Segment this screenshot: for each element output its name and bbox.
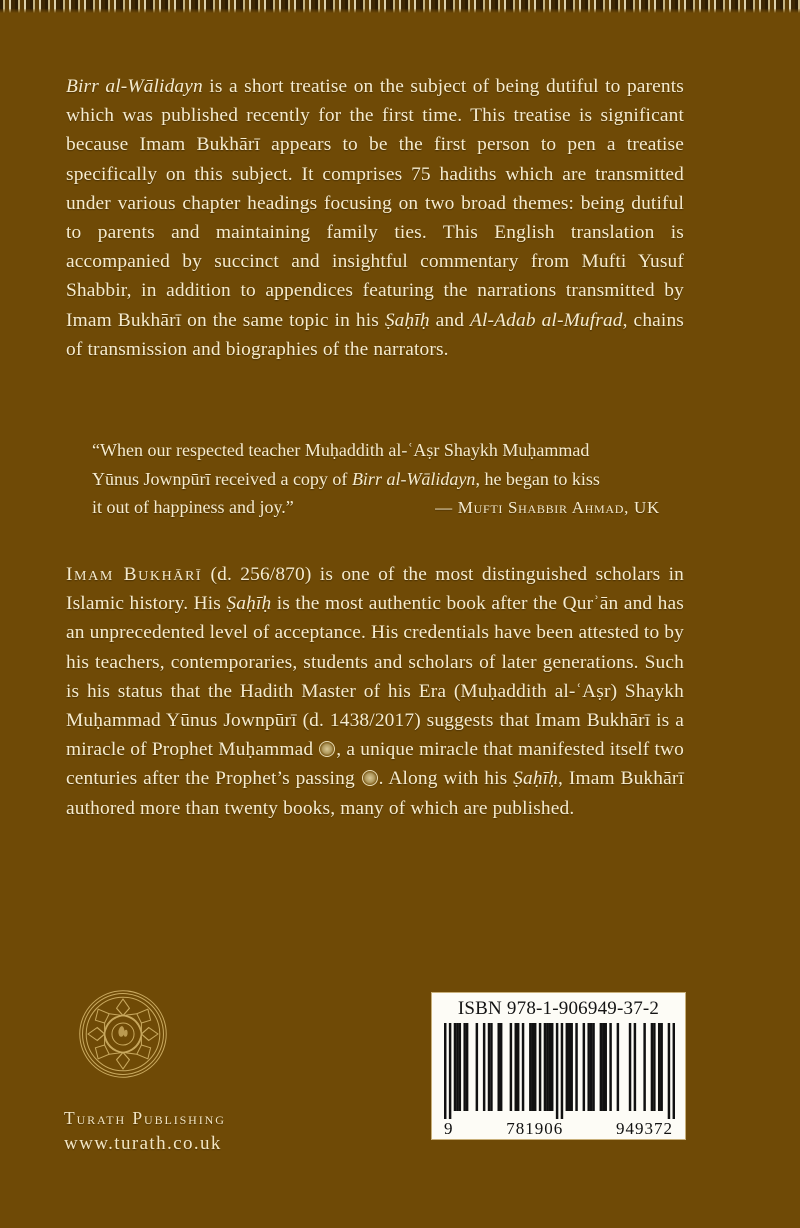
- author-bio-paragraph: [66, 560, 684, 823]
- bio-lead-name: Imam Bukhārī: [66, 564, 203, 585]
- isbn-barcode-block: [431, 992, 686, 1140]
- quote-line-3: it out of happiness and joy.”: [92, 497, 294, 517]
- quote-line-3-with-attribution: [92, 493, 660, 523]
- publisher-website[interactable]: www.turath.co.uk: [64, 1133, 222, 1154]
- sallallahu-alayhi-wasallam-icon: [319, 741, 335, 757]
- quote-line-2: Yūnus Jownpūrī received a copy of Birr al-Wālidayn, he began to kiss: [92, 468, 600, 489]
- sallallahu-alayhi-wasallam-icon: [362, 770, 378, 786]
- barcode-digit-group-1: 781906: [506, 1119, 564, 1138]
- publisher-name: Turath Publishing: [64, 1108, 226, 1128]
- turath-publishing-logo: [77, 988, 169, 1080]
- quote-line-1: “When our respected teacher Muḥaddith al-ʿAṣr Shaykh Muḥammad: [92, 440, 590, 460]
- bio-body: (d. 256/870) is one of the most distinguished scholars in Islamic history. His Ṣaḥīḥ is the most authentic book after the Qurʾān and has an unprecedented level of acceptance. His credentials have been attested to by his teachers, contemporaries, students and scholars of later generations. Such is his status that the Hadith Master of his Era (Muḥaddith al-ʿAṣr) Shaykh Muḥammad Yūnus Jownpūrī (d. 1438/2017) suggests that Imam Bukhārī is a miracle of Prophet Muḥammad , a unique miracle that manifested itself two centuries after the Prophet’s passing . Along with his Ṣaḥīḥ, Imam Bukhārī authored more than twenty books, many of which are published.: [66, 564, 685, 819]
- quote-attribution: — Mufti Shabbir Ahmad, UK: [435, 498, 660, 517]
- barcode-digit-group-0: 9: [444, 1119, 454, 1138]
- barcode-digits: [444, 1119, 673, 1139]
- barcode-digit-group-2: 949372: [616, 1119, 673, 1138]
- testimonial-quote: [92, 436, 660, 523]
- isbn-label: ISBN 978-1-906949-37-2: [457, 998, 660, 1019]
- blurb-paragraph: Birr al-Wālidayn is a short treatise on the subject of being dutiful to parents which was published recently for the first time. This treatise is significant because Imam Bukhārī appears to be the first person to pen a treatise specifically on this subject. It comprises 75 hadiths which are transmitted under various chapter headings focusing on two broad themes: being dutiful to parents and maintaining family ties. This English translation is accompanied by succinct and insightful commentary from Mufti Yusuf Shabbir, in addition to appendices featuring the narrations transmitted by Imam Bukhārī on the same topic in his Ṣaḥīḥ and Al-Adab al-Mufrad, chains of transmission and biographies of the narrators.: [66, 76, 684, 360]
- barcode-bars: [444, 1023, 673, 1119]
